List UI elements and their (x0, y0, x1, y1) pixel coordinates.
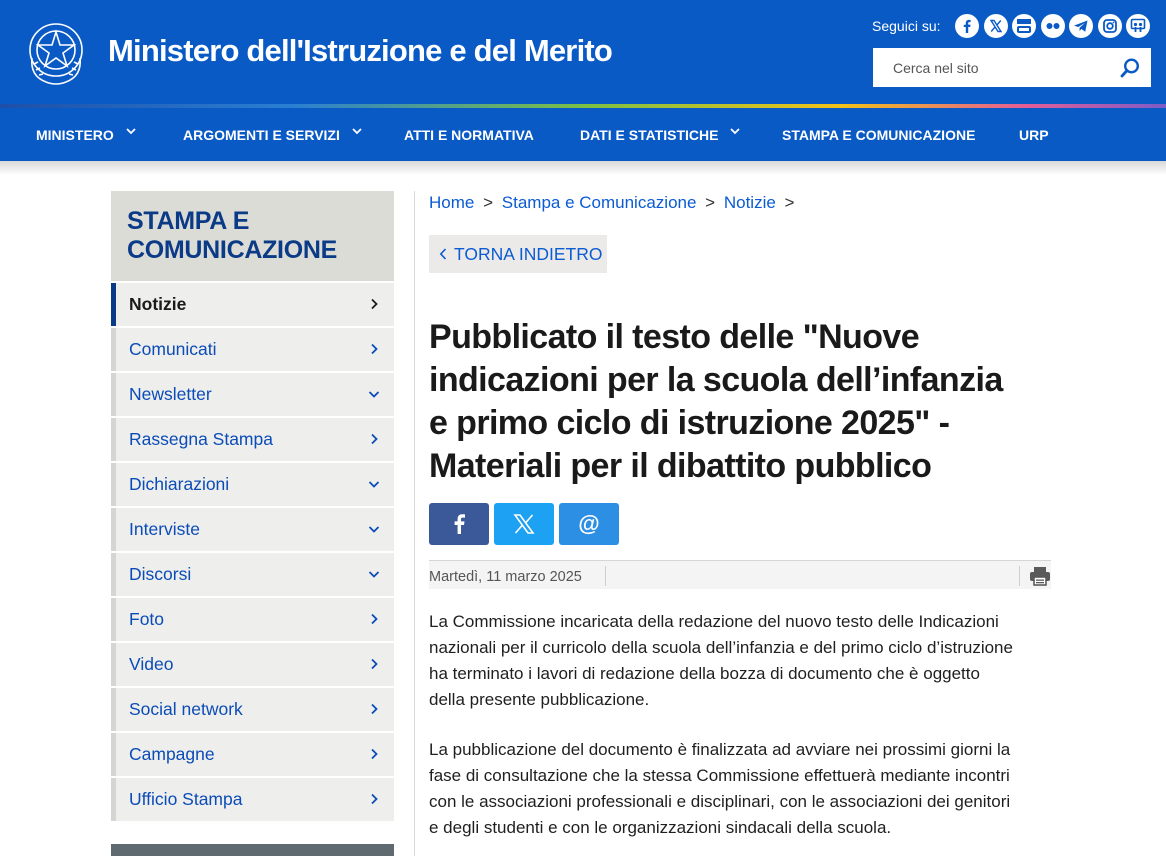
email-icon: @ (578, 511, 600, 536)
share-facebook-button[interactable] (429, 503, 489, 545)
sidebar-item-video[interactable] (111, 643, 394, 686)
sidebar-item-label: Dichiarazioni (129, 474, 230, 494)
sidebar-item-dichiarazioni[interactable] (111, 463, 394, 506)
chevron-left-icon (439, 248, 447, 260)
site-title[interactable]: Ministero dell'Istruzione e del Merito (108, 33, 613, 68)
sidebar-item-label: Rassegna Stampa (129, 429, 273, 449)
chevron-down-icon (368, 523, 380, 535)
sidebar-item-label: Video (129, 654, 174, 674)
nav-dati-e-statistiche[interactable] (580, 108, 740, 161)
facebook-icon[interactable] (955, 14, 979, 38)
nav-label: MINISTERO (36, 126, 114, 143)
chevron-down-icon (352, 128, 362, 135)
search-icon[interactable] (1119, 57, 1141, 79)
flickr-icon[interactable] (1041, 14, 1065, 38)
print-icon[interactable] (1029, 566, 1051, 586)
chevron-right-icon (368, 793, 380, 805)
nav-label: STAMPA E COMUNICAZIONE (782, 126, 976, 143)
chevron-right-icon (368, 613, 380, 625)
chevron-right-icon (368, 298, 380, 310)
sidebar-item-rassegna-stampa[interactable] (111, 418, 394, 461)
telegram-icon[interactable] (1069, 14, 1093, 38)
breadcrumb-separator: > (784, 193, 795, 212)
breadcrumb-separator: > (483, 193, 494, 212)
breadcrumb-stampa-e-comunicazione[interactable]: Stampa e Comunicazione (501, 193, 697, 212)
chevron-down-icon (368, 388, 380, 400)
article-meta-bar (429, 560, 1051, 589)
sidebar-item-interviste[interactable] (111, 508, 394, 551)
article-paragraph: La Commissione incaricata della redazione del nuovo testo delle Indicazioni nazionali per il curricolo della scuola dell’infanzia e del primo ciclo d’istruzione ha terminato i lavori di redazione della bozza di documento che è oggetto della presente pubblicazione. (429, 612, 1013, 709)
back-button-label: TORNA INDIETRO (454, 243, 603, 264)
sidebar-item-label: Interviste (129, 519, 200, 539)
search-box (873, 48, 1151, 87)
sidebar-item-notizie[interactable] (111, 283, 394, 326)
sidebar-item-comunicati[interactable] (111, 328, 394, 371)
site-header (0, 0, 1166, 104)
sidebar-item-label: Foto (129, 609, 165, 629)
sidebar-next-block (111, 844, 394, 856)
x-icon (513, 514, 535, 534)
meta-divider (1019, 566, 1020, 586)
sidebar-item-label: Ufficio Stampa (129, 789, 243, 809)
breadcrumb-separator: > (705, 193, 716, 212)
sidebar-item-campagne[interactable] (111, 733, 394, 776)
article-paragraph: La pubblicazione del documento è finalizzata ad avviare nei prossimi giorni la fase di consultazione che la stessa Commissione effettuerà mediante incontri con le associazioni professionali e disciplinari, con le associazioni dei genitori e degli studenti e con le organizzazioni sindacali della scuola. (429, 740, 1011, 837)
sidebar-item-label: Discorsi (129, 564, 192, 584)
column-divider (414, 191, 415, 856)
chevron-right-icon (368, 748, 380, 760)
back-button[interactable] (429, 235, 607, 273)
facebook-icon (452, 514, 466, 534)
sidebar-item-label: Campagne (129, 744, 215, 764)
share-buttons (429, 503, 624, 545)
breadcrumb (429, 193, 798, 213)
share-email-button[interactable] (559, 503, 619, 545)
nav-atti-e-normativa[interactable] (404, 108, 534, 161)
article-title: Pubblicato il testo delle "Nuove indicazioni per la scuola dell’infanzia e primo ciclo di istruzione 2025" - Materiali per il dibattito pubblico (429, 318, 1003, 485)
breadcrumb-notizie[interactable]: Notizie (723, 193, 776, 212)
republic-emblem-icon[interactable] (24, 18, 88, 88)
chevron-right-icon (368, 658, 380, 670)
sidebar-item-foto[interactable] (111, 598, 394, 641)
sidebar-item-discorsi[interactable] (111, 553, 394, 596)
sidebar-item-social-network[interactable] (111, 688, 394, 731)
social-follow-bar (872, 14, 1150, 38)
sidebar-item-label: Notizie (129, 294, 187, 314)
nav-label: DATI E STATISTICHE (580, 126, 719, 143)
chevron-down-icon (730, 128, 740, 135)
chevron-right-icon (368, 433, 380, 445)
sidebar-item-newsletter[interactable] (111, 373, 394, 416)
nav-label: ARGOMENTI E SERVIZI (183, 126, 340, 143)
chevron-down-icon (368, 478, 380, 490)
slideshare-icon[interactable] (1126, 14, 1150, 38)
youtube-icon[interactable] (1012, 14, 1036, 38)
sidebar-item-label: Social network (129, 699, 243, 719)
nav-label: ATTI E NORMATIVA (404, 126, 534, 143)
nav-ministero[interactable] (36, 108, 136, 161)
share-x-button[interactable] (494, 503, 554, 545)
section-sidebar (111, 191, 394, 821)
chevron-down-icon (126, 128, 136, 135)
chevron-right-icon (368, 343, 380, 355)
sidebar-item-label: Comunicati (129, 339, 217, 359)
main-navigation (0, 108, 1166, 161)
sidebar-item-ufficio-stampa[interactable] (111, 778, 394, 821)
chevron-right-icon (368, 703, 380, 715)
breadcrumb-home[interactable]: Home (429, 193, 475, 212)
nav-stampa-e-comunicazione[interactable] (782, 108, 975, 161)
follow-label: Seguici su: (872, 18, 941, 34)
sidebar-title: STAMPA E COMUNICAZIONE (111, 191, 394, 281)
meta-divider (605, 566, 606, 586)
instagram-icon[interactable] (1098, 14, 1122, 38)
nav-urp[interactable] (1019, 108, 1049, 161)
nav-argomenti-e-servizi[interactable] (183, 108, 362, 161)
article-date: Martedì, 11 marzo 2025 (429, 569, 582, 585)
nav-shadow (0, 161, 1166, 175)
x-icon[interactable] (984, 14, 1008, 38)
sidebar-item-label: Newsletter (129, 384, 212, 404)
chevron-down-icon (368, 568, 380, 580)
nav-label: URP (1019, 126, 1049, 143)
search-input[interactable] (873, 48, 1113, 87)
